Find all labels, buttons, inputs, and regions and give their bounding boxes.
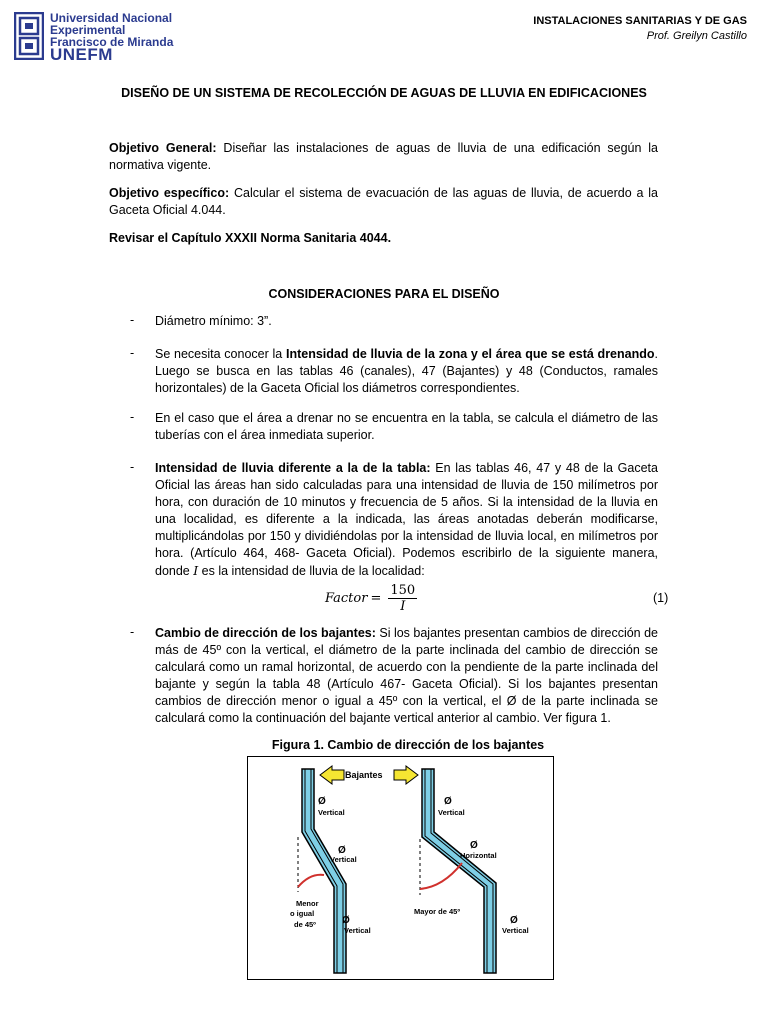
equation-number: (1) [653,591,669,605]
specific-objective-text: Calcular el sistema de evacuación de las aguas de lluvia, de acuerdo a la Gaceta Oficial 4.044. [109,186,659,217]
text-fragment: Si los bajantes presentan cambios de dirección de más de 45º con la vertical, el diámetro de la parte inclinada del cambio de dirección se calculará como un ramal horizontal, de acuerdo con la pendiente de la parte inclinada del bajante y según la tabla 48 (Artículo 467- Gaceta Oficial). Si los bajantes presentan cambios de dirección menor o igual a 45º con la vertical, el Ø de la parte inclinada se calculará como la continuación del bajante vertical anterior al cambio. Ver figura 1. [155,626,659,725]
diameter-symbol: Ø [444,796,452,807]
text-emphasis: Intensidad de lluvia de la zona y el área que se está drenando [285,347,655,361]
left-angle-arc [298,875,324,887]
arrow-label: Bajantes [345,770,383,780]
text-fragment: Se necesita conocer la [155,347,286,361]
document-title: DISEÑO DE UN SISTEMA DE RECOLECCIÓN DE AGUAS DE LLUVIA EN EDIFICACIONES [121,86,647,100]
diameter-symbol: Ø [470,840,478,851]
label-vertical: Vertical [438,808,465,817]
label-vertical: Vertical [330,855,357,864]
specific-objective [109,185,658,219]
bullet-marker: - [130,410,135,424]
label-vertical: Vertical [318,808,345,817]
downspout-figure [247,756,554,980]
text-fragment: es la intensidad de lluvia de la localidad: [198,564,425,578]
professor-name: Prof. Greilyn Castillo [646,30,747,42]
bullet-marker: - [130,346,135,360]
course-title: INSTALACIONES SANITARIAS Y DE GAS [533,15,747,27]
consideration-direction-change [155,625,658,727]
angle-label: Menor [296,899,319,908]
diameter-symbol: Ø [342,915,350,926]
university-acronym: UNEFM [50,45,113,64]
diameter-symbol: Ø [338,845,346,856]
label-vertical: Vertical [502,926,529,935]
angle-label: de 45º [294,920,316,929]
angle-label: Mayor de 45º [414,907,461,916]
label-vertical: Vertical [344,926,371,935]
text-emphasis: Intensidad de lluvia diferente a la de la tabla: [155,461,431,475]
formula-lhs: Factor [325,591,368,606]
considerations-heading: CONSIDERACIONES PARA EL DISEÑO [268,287,500,301]
factor-formula [325,583,417,614]
university-name-line1: Universidad Nacional [50,11,173,25]
figure-caption: Figura 1. Cambio de dirección de los bajantes [271,738,545,752]
formula-denominator: I [400,599,406,614]
review-instruction: Revisar el Capítulo XXXII Norma Sanitaria 4044. [109,231,392,245]
university-name-line2: Experimental [50,23,126,37]
right-angle-arc [420,863,462,889]
consideration-intensity-area [155,346,658,397]
variable-symbol: I [193,563,199,578]
text-fragment: . Luego se busca en las tablas 46 (canales), 47 (Bajantes) y 48 (Conductos, ramales horizontales) de la Gaceta Oficial los diámetros correspondientes. [155,347,658,395]
text-fragment: En las tablas 46, 47 y 48 de la Gaceta Oficial las áreas han sido calculadas para una intensidad de lluvia de 150 milímetros por hora, con duración de 10 minutos y frecuencia de 5 años. Si la intensidad de la lluvia en una localidad, es diferente a la indicada, las áreas anotadas deberán modificarse, multiplicándolas por 150 y dividiéndolas por la intensidad de lluvia local, en milímetros por hora. (Artículo 464, 468- Gaceta Oficial). Podemos escribirlo de la siguiente manera, donde [155,461,658,578]
header-course-info [533,14,747,44]
specific-objective-label: Objetivo específico: [109,186,230,200]
formula-fraction [388,583,417,614]
right-pipe [422,769,496,973]
general-objective-label: Objetivo General: [109,141,217,155]
university-logo [14,10,184,64]
bullet-marker: - [130,625,135,639]
general-objective-text: Diseñar las instalaciones de aguas de lluvia de una edificación según la normativa vigente. [109,141,659,172]
bullet-marker: - [130,313,135,327]
label-horizontal: Horizontal [460,851,497,860]
consideration-area-not-in-table: En el caso que el área a drenar no se encuentra en la tabla, se calcula el diámetro de las tuberías con el área inmediata superior. [155,411,658,442]
university-name-line3: Francisco de Miranda [50,35,174,49]
diameter-symbol: Ø [318,796,326,807]
consideration-different-intensity [155,460,658,580]
angle-label: o igual [290,909,315,918]
formula-numerator: 150 [390,583,416,598]
downspout-diagram [248,757,553,979]
university-emblem-icon [14,12,44,60]
bullet-marker: - [130,460,135,474]
diameter-symbol: Ø [510,915,518,926]
general-objective [109,140,658,174]
formula-equals: = [370,591,382,606]
consideration-min-diameter: Diámetro mínimo: 3”. [155,314,272,328]
text-emphasis: Cambio de dirección de los bajantes: [155,626,376,640]
